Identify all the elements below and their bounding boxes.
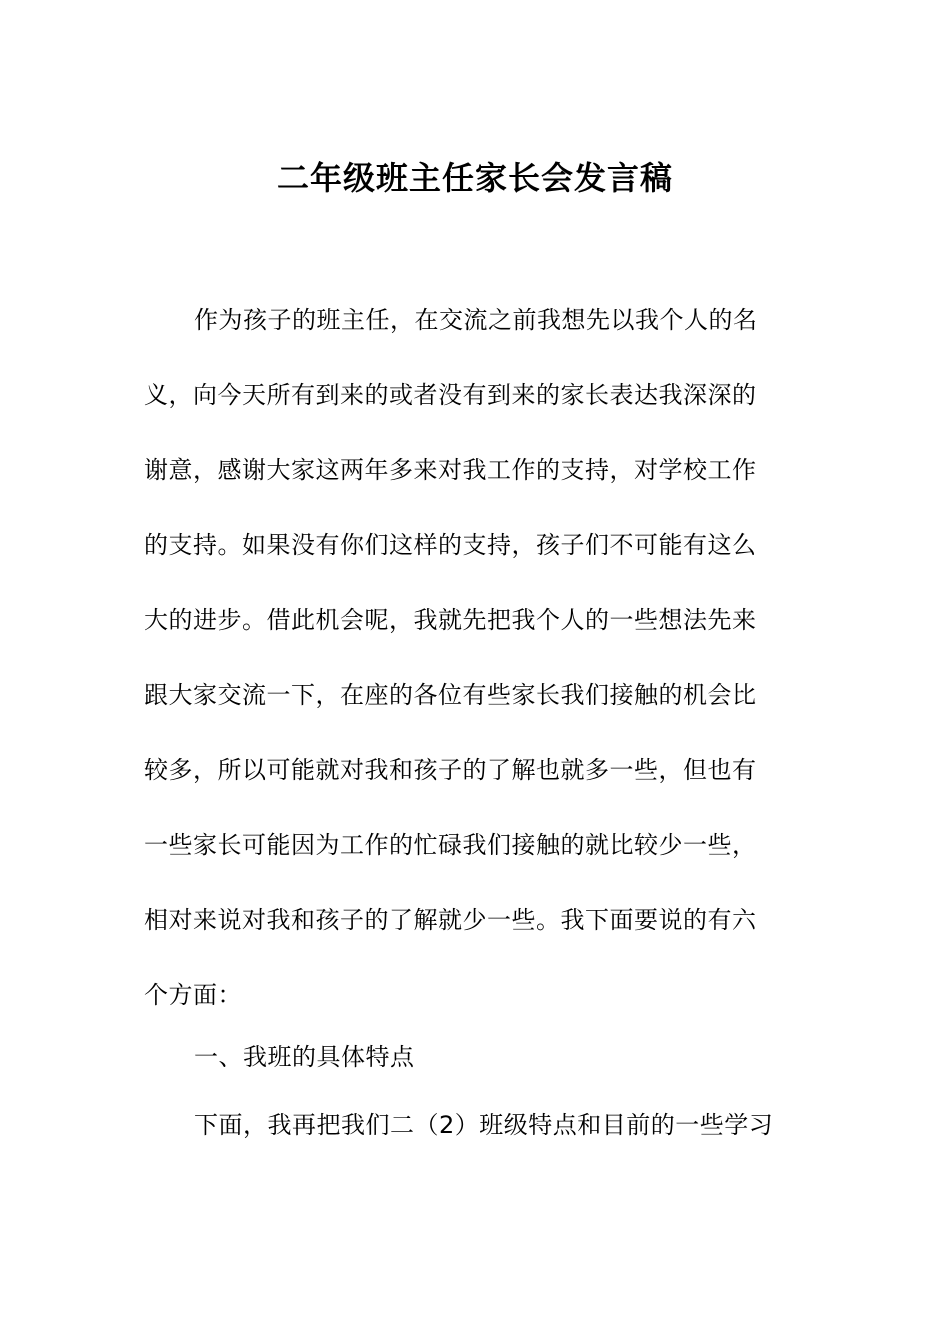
paragraph-line: 一些家长可能因为工作的忙碌我们接触的就比较少一些， xyxy=(144,831,757,859)
paragraph-line: 跟大家交流一下，在座的各位有些家长我们接触的机会比 xyxy=(144,681,757,709)
document-title: 二年级班主任家长会发言稿 xyxy=(276,159,673,197)
section-heading: 一、我班的具体特点 xyxy=(194,1043,415,1071)
paragraph-line: 义，向今天所有到来的或者没有到来的家长表达我深深的 xyxy=(144,381,757,409)
paragraph-line: 较多，所以可能就对我和孩子的了解也就多一些，但也有 xyxy=(144,756,757,784)
paragraph-line: 的支持。如果没有你们这样的支持，孩子们不可能有这么 xyxy=(144,531,757,559)
second-paragraph xyxy=(144,1088,808,1163)
paragraph-line: 大的进步。借此机会呢，我就先把我个人的一些想法先来 xyxy=(144,606,757,634)
section-heading-block xyxy=(144,1020,808,1095)
paragraph-line: 谢意，感谢大家这两年多来对我工作的支持，对学校工作 xyxy=(144,456,757,484)
paragraph-line: 相对来说对我和孩子的了解就少一些。我下面要说的有六 xyxy=(144,906,757,934)
intro-paragraph xyxy=(144,283,808,1033)
paragraph-line: 作为孩子的班主任，在交流之前我想先以我个人的名 xyxy=(194,306,758,334)
paragraph-line: 个方面： xyxy=(144,981,242,1009)
paragraph-line: 下面，我再把我们二（2）班级特点和目前的一些学习 xyxy=(194,1111,774,1139)
